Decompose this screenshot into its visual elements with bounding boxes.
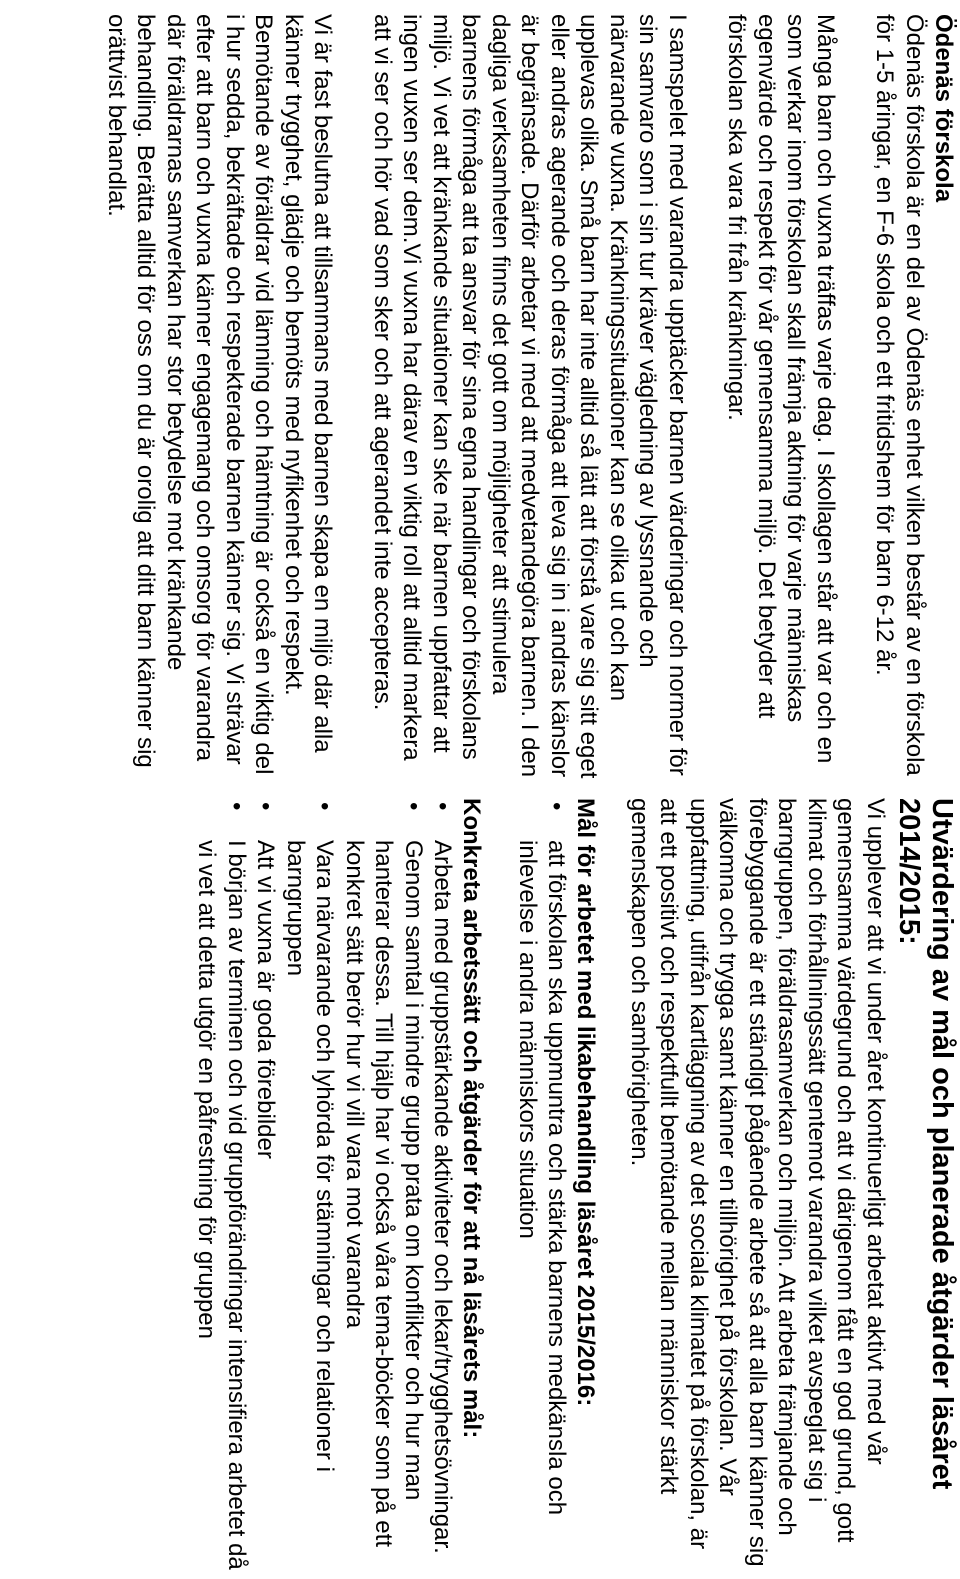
- right-column: [166, 798, 958, 1578]
- evaluation-heading: Utvärdering av mål och planerade åtgärder läsåret 2014/2015:: [893, 798, 958, 1490]
- intro-paragraph: Ödenäs förskola är en del av Ödenäs enhet vilken består av en förskola för 1-5 åringar, en F-6 skola och ett fritidshem för barn 6-12 år.: [871, 14, 928, 776]
- left-column: [72, 14, 959, 784]
- goals-heading: Mål för arbetet med likabehandling läsåret 2015/2016:: [572, 798, 600, 1407]
- list-item: • Vara närvarande och lyhörda för stämningar och relationer i barngruppen: [281, 820, 340, 1578]
- methods-list: [192, 798, 458, 1578]
- methods-heading: Konkreta arbetssätt och åtgärder för att nå läsårets mål:: [458, 798, 486, 1439]
- list-item: • Arbeta med gruppstärkande aktiviteter och lekar/trygghetsövningar.: [428, 820, 458, 1578]
- list-item: • Genom samtal i mindre grupp prata om konflikter och hur man hanterar dessa. Till hjälp har vi också våra tema-böcker som på ett konkret sätt berör hur vi vill vara mot varandra: [340, 820, 429, 1578]
- goals-list: [513, 798, 572, 1578]
- evaluation-paragraph: Vi upplever att vi under året kontinuerligt arbetat aktivt med vår gemensamma värdegrund och att vi därigenom fått en god grund, gott klimat och förhållningssätt gentemot varandra vilket avspeglat sig i barngruppen, föräldrasamverkan och miljön. Att arbeta främjande och förebyggande är ett ständigt pågående arbete så att alla barn känner sig välkomna och trygga samt känner en tillhörighet på förskolan. Vår uppfattning, utifrån kartläggning av det sociala klimatet på förskolan, är att ett positivt och respektfullt bemötande mellan människor stärkt gemenskapen och samhörigheten.: [626, 798, 889, 1567]
- list-item: • att förskolan ska uppmuntra och stärka barnens medkänsla och inlevelse i andra människors situation: [513, 820, 572, 1578]
- list-item: • I början av terminen och vid gruppförändringar intensifiera arbetet då vi vet att detta utgör en påfrestning för gruppen: [192, 820, 251, 1578]
- paragraph-interaction: I samspelet med varandra upptäcker barnen värderingar och normer för sin samvaro som i sin tur kräver vägledning av lyssnande och närvarande vuxna. Kränkningssituationer kan se olika ut och kan upplevas olika. Små barn har inte alltid så lätt att förstå vare sig sitt eget eller andras agerande och deras förmåga att leva sig in i andras känslor är begränsade. Därför arbetar vi med att medvetandegöra barnen. I den dagliga verksamheten finns det gott om möjligheter att stimulera barnens förmåga att ta ansvar för sina egna handlingar och förskolans miljö. Vi vet att kränkande situationer kan ske när barnen uppfattar att ingen vuxen ser dem.Vi vuxna har därav en viktig roll att alltid markera att vi ser och hör vad som sker och att agerandet inte accepteras.: [369, 14, 691, 779]
- list-item: • Att vi vuxna är goda förebilder: [251, 820, 281, 1578]
- paragraph-school-law: Många barn och vuxna träffas varje dag. I skollagen står att var och en som verkar inom förskolan skall främja aktning för varje människas egenvärde och respekt för vår gemensamma miljö. Det betyder att förskolan ska vara fri från kränkningar.: [723, 14, 839, 764]
- paragraph-commitment: Vi är fast beslutna att tillsammans med barnen skapa en miljö där alla känner trygghet, glädje och bemöts med nyfikenhet och respekt. Bemötande av föräldrar vid lämning och hämtning är också en viktig del i hur sedda, bekräftade och respekterade barnen känner sig. Vi strävar efter att barn och vuxna känner engagemang och omsorg för varandra där föräldrarnas samverkan har stor betydelse mot kränkande behandling. Berätta alltid för oss om du är orolig att ditt barn känner sig orättvist behandlat.: [103, 14, 337, 775]
- preschool-title: Ödenäs förskola: [930, 14, 957, 203]
